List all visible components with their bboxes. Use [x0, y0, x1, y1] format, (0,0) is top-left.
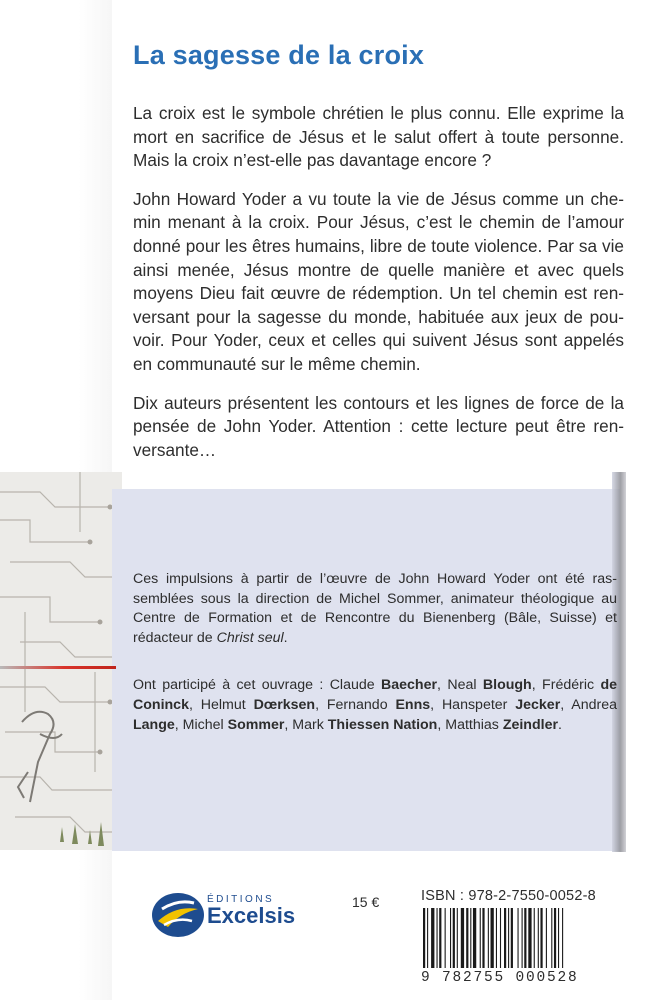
contributor-last-name: Blough — [482, 677, 532, 694]
barcode-bar — [538, 908, 539, 968]
contributor-last-name: Jecker — [515, 696, 561, 713]
barcode-bar — [445, 908, 446, 968]
editor-note — [133, 570, 617, 648]
contributor-last-name: Enns — [395, 696, 431, 713]
barcode-bar — [473, 908, 476, 968]
barcode-bar — [518, 908, 519, 968]
editor-note-text: Ces impulsions à partir de l’œuvre de John Howard Yoder ont été rassemblées sous la direction de Michel Sommer, animateur théologique au Centre de Formation et de Rencontre du Bienenberg (Bâle, Suisse) et rédacteur de — [133, 571, 617, 646]
price: 15 € — [352, 894, 380, 910]
barcode-bar — [423, 908, 425, 968]
barcode-bar — [540, 908, 542, 968]
editor-note-end: . — [283, 629, 288, 646]
contributor-first-name: Matthias — [445, 716, 503, 733]
contributor-first-name: Helmut — [200, 696, 254, 713]
barcode-bar — [551, 908, 552, 968]
barcode-bar — [461, 908, 464, 968]
publisher-name: Excelsis — [207, 903, 296, 928]
contributors-intro: Ont participé à cet ouvrage : — [133, 677, 330, 694]
barcode-bar — [437, 908, 438, 968]
contributor-first-name: Fernando — [326, 696, 396, 713]
contributor-first-name: Claude — [329, 677, 382, 694]
barcode-bar — [470, 908, 471, 968]
barcode-bar — [504, 908, 506, 968]
barcode-bar — [439, 908, 441, 968]
contributor-first-name: Michel — [182, 716, 228, 733]
back-cover-blurb — [133, 102, 624, 477]
blurb-paragraph: Dix auteurs présentent les contours et les lignes de force de la pensée de John Yoder. Attention : cette lecture peut être renversante… — [133, 392, 624, 460]
barcode-bar — [431, 908, 434, 968]
contributor-first-name: Neal — [447, 677, 483, 694]
contributors-list — [133, 676, 617, 735]
barcode-bar — [496, 908, 497, 968]
barcode-bar — [482, 908, 484, 968]
barcode-bar — [508, 908, 509, 968]
barcode-bar — [480, 908, 481, 968]
barcode-bar — [522, 908, 523, 968]
barcode-bar — [488, 908, 489, 968]
contributor-last-name: Sommer — [227, 716, 285, 733]
barcode — [421, 908, 613, 968]
contributor-first-name: Mark — [292, 716, 328, 733]
barcode-bar — [457, 908, 458, 968]
barcode-bar — [491, 908, 494, 968]
circuit-pattern-decoration — [0, 472, 122, 850]
contributor-first-name: Hanspeter — [441, 696, 516, 713]
isbn: ISBN : 978-2-7550-0052-8 — [421, 888, 596, 904]
barcode-bar — [554, 908, 556, 968]
editor-credits — [133, 570, 617, 763]
barcode-bar — [427, 908, 428, 968]
book-title: La sagesse de la croix — [133, 40, 425, 70]
contributor-last-name: Dœrksen — [253, 696, 316, 713]
blurb-paragraph: La croix est le symbole chrétien le plus connu. Elle exprime la mort en sacrifice de Jésus et le salut offert à toute personne. Mais la croix n’est-elle pas davantage encore ? — [133, 103, 624, 171]
barcode-bar — [562, 908, 563, 968]
blurb-paragraph: John Howard Yoder a vu toute la vie de Jésus comme un chemin menant à la croix. Pour Jésus, c’est le chemin de l’amour donné pour les êtres humains, libre de toute violence. Par sa vie ainsi menée, Jésus montre de quelle manière et avec quels moyens Dieu fait œuvre de rédemption. Un tel chemin est renversant pour la sagesse du monde, habituée aux jeux de pouvoir. Pour Yoder, ceux et celles qui suivent Jésus sont appelés en communauté sur le même chemin. — [133, 188, 624, 374]
barcode-bar — [524, 908, 526, 968]
barcode-bar — [453, 908, 455, 968]
contributors-names: Claude Baecher, Neal Blough, Frédéric de Coninck, Helmut Dœrksen, Fernando Enns, Hanspeter Jecker, Andrea Lange, Michel Sommer, Mark Thiessen Nation, Matthias Zeindler. — [133, 677, 618, 733]
contributor-first-name: Frédéric — [542, 677, 601, 694]
barcode-bar — [546, 908, 547, 968]
barcode-bar — [558, 908, 559, 968]
barcode-bar — [534, 908, 535, 968]
red-accent-line — [0, 666, 116, 669]
barcode-number: 9 782755 000528 — [421, 970, 579, 986]
barcode-bar — [528, 908, 531, 968]
contributor-last-name: Zeindler — [502, 716, 558, 733]
barcode-bar — [466, 908, 468, 968]
contributor-last-name: Lange — [133, 716, 175, 733]
contributor-last-name: Baecher — [381, 677, 438, 694]
journal-title: Christ seul — [216, 629, 284, 646]
contributor-last-name: de Coninck — [133, 677, 618, 713]
barcode-bar — [511, 908, 513, 968]
contributor-last-name: Thiessen Nation — [327, 716, 438, 733]
barcode-bar — [500, 908, 501, 968]
barcode-bar — [450, 908, 451, 968]
publisher-line1: ÉDITIONS — [207, 894, 275, 905]
contributor-first-name: Andrea — [571, 696, 617, 713]
